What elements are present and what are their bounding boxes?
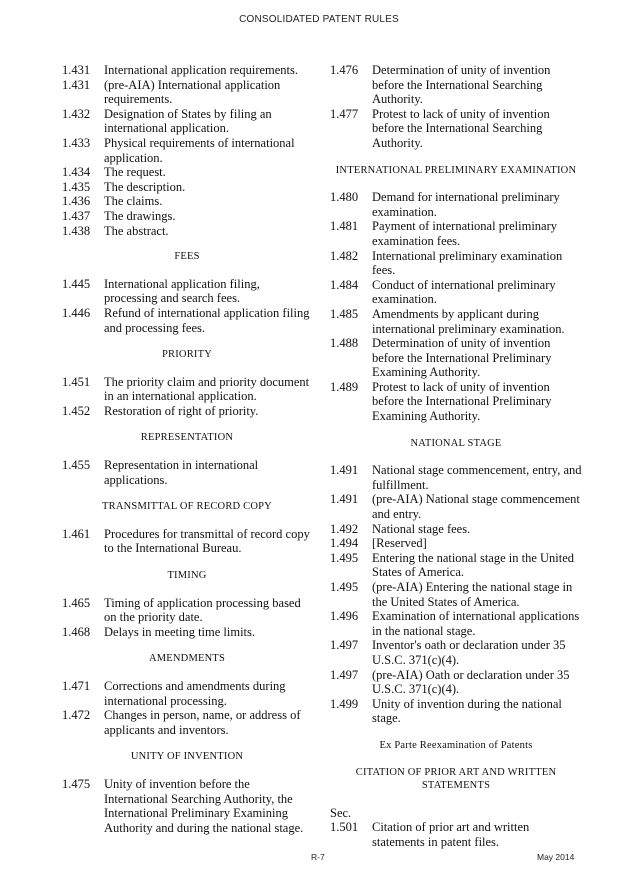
rule-title: The priority claim and priority document in an international application. (104, 374, 310, 404)
rule-title: International application requirements. (104, 63, 299, 77)
rule-title: Examination of international applications in the national stage. (372, 609, 580, 638)
rule-number: 1.468 (62, 624, 91, 639)
rule-number: 1.435 (62, 179, 91, 194)
running-header: CONSOLIDATED PATENT RULES (239, 14, 399, 25)
rule-title: (pre-AIA) International application requirements. (104, 77, 281, 107)
rule-number: 1.488 (330, 336, 359, 351)
rule-number: 1.491 (330, 492, 359, 507)
section-heading-transmittal: TRANSMITTAL OF RECORD COPY (102, 501, 272, 513)
section-heading-citation: CITATION OF PRIOR ART AND WRITTEN STATEMENTS (355, 766, 557, 791)
rule-title: Conduct of international preliminary examination. (372, 277, 556, 307)
rule-title: Determination of unity of invention before the International Preliminary Examining Authority. (372, 336, 552, 380)
rule-title: The request. (104, 165, 166, 180)
section-heading-amendments: AMENDMENTS (148, 653, 226, 665)
section-heading-timing: TIMING (167, 570, 207, 582)
rule-entry (330, 522, 582, 537)
rule-list (62, 458, 312, 487)
section-heading-representation: REPRESENTATION (140, 432, 234, 444)
rule-number: 1.501 (330, 820, 359, 835)
rule-number: 1.472 (62, 708, 91, 723)
rule-number: 1.471 (62, 679, 91, 693)
rule-list (62, 527, 312, 556)
rule-number: 1.484 (330, 277, 359, 292)
rule-number: 1.477 (330, 106, 359, 121)
rule-number: 1.492 (330, 521, 359, 536)
rule-number: 1.452 (62, 403, 91, 418)
rule-list (62, 63, 312, 238)
rule-entry (62, 777, 312, 835)
rule-number: 1.481 (330, 219, 359, 234)
rule-entry (62, 375, 312, 404)
rule-entry (330, 492, 582, 521)
rule-entry (330, 107, 582, 151)
rule-entry (330, 551, 582, 580)
rule-entry (62, 306, 312, 335)
rule-number: 1.434 (62, 165, 91, 180)
rule-number: 1.494 (330, 536, 359, 551)
rule-number: 1.438 (62, 223, 91, 238)
rule-title: Unity of invention during the national stage. (372, 696, 562, 726)
rule-title: National stage commencement, entry, and fulfillment. (372, 463, 582, 492)
rule-title: Refund of international application filing and processing fees. (104, 305, 310, 335)
rule-title: Protest to lack of unity of invention before the International Searching Authority. (372, 106, 550, 150)
rule-number: 1.445 (62, 276, 91, 291)
rule-title: Designation of States by filing an international application. (104, 106, 272, 136)
rule-title: Determination of unity of invention before the International Searching Authority. (372, 63, 551, 107)
rule-entry (62, 404, 312, 419)
rule-number: 1.465 (62, 595, 91, 610)
rule-list (62, 596, 312, 640)
section-heading-reexamination: Ex Parte Reexamination of Patents (379, 739, 533, 751)
rule-entry (330, 580, 582, 609)
rule-number: 1.476 (330, 63, 359, 77)
rule-entry (62, 107, 312, 136)
rule-entry (62, 78, 312, 107)
rule-entry (330, 249, 582, 278)
rule-number: 1.491 (330, 463, 359, 478)
rule-list (330, 63, 582, 151)
rule-title: The abstract. (104, 223, 169, 238)
rule-list (330, 463, 582, 726)
rule-title: Unity of invention before the International Searching Authority, the International Preliminary Examining Authority and during the national stage. (104, 776, 304, 835)
rule-entry (330, 307, 582, 336)
rule-number: 1.496 (330, 609, 359, 624)
section-heading-national-stage: NATIONAL STAGE (410, 437, 502, 449)
rule-number: 1.451 (62, 374, 91, 389)
rule-entry (330, 668, 582, 697)
rule-number: 1.436 (62, 194, 91, 209)
rule-title: The drawings. (104, 208, 176, 223)
rule-title: International preliminary examination fees. (372, 248, 563, 278)
rule-entry (330, 609, 582, 638)
section-heading-fees: FEES (174, 251, 200, 263)
rule-title: (pre-AIA) Oath or declaration under 35 U.S.C. 371(c)(4). (372, 667, 570, 697)
rule-number: 1.497 (330, 667, 359, 682)
rule-entry (330, 190, 582, 219)
rule-entry (62, 63, 312, 78)
rule-entry (330, 278, 582, 307)
rule-number: 1.433 (62, 135, 91, 150)
rule-entry (62, 194, 312, 209)
rule-entry (62, 458, 312, 487)
rule-list (62, 777, 312, 835)
rule-entry (330, 380, 582, 424)
rule-list (330, 820, 582, 849)
rule-title: (pre-AIA) Entering the national stage in the United States of America. (372, 580, 573, 609)
rule-number: 1.446 (62, 305, 91, 320)
rule-title: Physical requirements of international application. (104, 135, 295, 165)
rule-list (62, 277, 312, 335)
rule-title: Timing of application processing based on the priority date. (104, 595, 301, 625)
section-heading-priority: PRIORITY (161, 349, 213, 361)
rule-entry (330, 63, 582, 107)
rule-entry (330, 820, 582, 849)
rule-entry (330, 463, 582, 492)
rule-title: Changes in person, name, or address of applicants and inventors. (104, 708, 301, 737)
rule-number: 1.432 (62, 106, 91, 121)
rule-title: Citation of prior art and written statements in patent files. (372, 820, 530, 849)
footer-date: May 2014 (537, 852, 575, 862)
rule-entry (62, 180, 312, 195)
left-column (62, 63, 312, 835)
rule-entry (62, 708, 312, 737)
rule-entry (62, 224, 312, 239)
rule-number: 1.499 (330, 696, 359, 711)
rule-list (62, 679, 312, 737)
rule-number: 1.495 (330, 550, 359, 565)
rule-title: National stage fees. (372, 521, 471, 536)
rule-title: Representation in international applications. (104, 458, 259, 487)
page-number: R-7 (311, 852, 325, 862)
rule-title: Payment of international preliminary examination fees. (372, 219, 558, 248)
rule-number: 1.485 (330, 306, 359, 321)
rule-entry (62, 277, 312, 306)
rule-entry (330, 536, 582, 551)
rule-entry (62, 596, 312, 625)
rule-entry (62, 165, 312, 180)
rule-number: 1.489 (330, 379, 359, 394)
rule-entry (62, 625, 312, 640)
rule-title: Demand for international preliminary examination. (372, 190, 560, 219)
rule-title: Inventor's oath or declaration under 35 U.S.C. 371(c)(4). (372, 638, 566, 667)
rule-list (62, 375, 312, 419)
section-label: Sec. (330, 805, 352, 820)
rule-title: The claims. (104, 194, 163, 209)
rule-entry (62, 136, 312, 165)
rule-title: Corrections and amendments during international processing. (104, 679, 286, 708)
rule-title: [Reserved] (372, 536, 427, 551)
rule-number: 1.495 (330, 580, 359, 594)
rule-title: International application filing, processing and search fees. (104, 276, 260, 306)
rule-title: Delays in meeting time limits. (104, 624, 256, 639)
rule-entry (330, 638, 582, 667)
rule-title: Amendments by applicant during international preliminary examination. (372, 306, 565, 336)
rule-entry (62, 209, 312, 224)
rule-entry (330, 336, 582, 380)
rule-title: Procedures for transmittal of record copy to the International Bureau. (104, 526, 310, 556)
rule-title: Protest to lack of unity of invention before the International Preliminary Examining Authority. (372, 379, 552, 424)
rule-title: Entering the national stage in the United States of America. (372, 550, 575, 580)
section-heading-unity: UNITY OF INVENTION (130, 751, 244, 763)
right-column (330, 63, 582, 849)
rule-number: 1.431 (62, 77, 91, 92)
rule-number: 1.437 (62, 208, 91, 223)
rule-number: 1.482 (330, 248, 359, 263)
rule-number: 1.431 (62, 63, 91, 77)
section-heading-ipe: INTERNATIONAL PRELIMINARY EXAMINATION (335, 164, 577, 176)
rule-entry (62, 527, 312, 556)
rule-entry (330, 219, 582, 248)
rule-number: 1.461 (62, 526, 91, 541)
rule-entry (330, 697, 582, 726)
rule-title: The description. (104, 179, 186, 194)
rule-number: 1.475 (62, 776, 91, 791)
rule-number: 1.497 (330, 638, 359, 653)
rule-number: 1.480 (330, 190, 359, 205)
rule-number: 1.455 (62, 458, 91, 473)
rule-title: Restoration of right of priority. (104, 403, 259, 418)
rule-title: (pre-AIA) National stage commencement and entry. (372, 492, 580, 522)
rule-entry (62, 679, 312, 708)
rule-list (330, 190, 582, 424)
